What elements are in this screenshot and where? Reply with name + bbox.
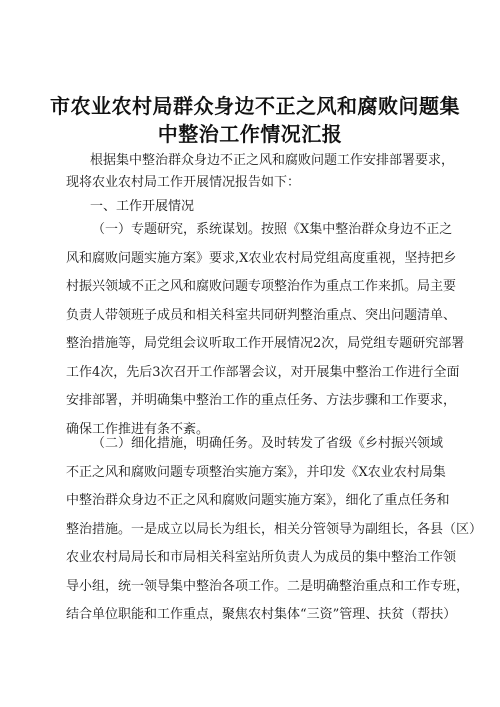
paragraph-line: 导小组，统一领导集中整治各项工作。二是明确整治重点和工作专班， [66, 578, 470, 594]
paragraph-line: 村振兴领域不正之风和腐败问题专项整治作为重点工作来抓。局主要 [66, 279, 457, 294]
intro-line: 根据集中整治群众身边不正之风和腐败问题工作安排部署要求， [90, 153, 455, 168]
paragraph-line: 农业农村局局长和市局相关科室站所负责人为成员的集中整治工作领 [66, 550, 457, 565]
paragraph-line: （二）细化措施，明确任务。及时转发了省级《乡村振兴领域 [92, 436, 444, 451]
paragraph-line: 中整治群众身边不正之风和腐败问题实施方案》，细化了重点任务和 [66, 493, 450, 508]
paragraph-line: 风和腐败问题实施方案》要求,X农业农村局党组高度重视，坚持把乡 [66, 250, 457, 266]
paragraph-line: 整治措施等，局党组会议听取工作开展情况2次，局党组专题研究部署 [66, 336, 465, 351]
paragraph-line: （一）专题研究，系统谋划。按照《X集中整治群众身边不正之 [92, 222, 453, 237]
paragraph-line: 负责人带领班子成员和相关科室共同研判整治重点、突出问题清单、 [66, 307, 457, 323]
intro-line: 现将农业农村局工作开展情况报告如下： [66, 175, 301, 190]
paragraph-2 [66, 430, 483, 630]
document-title [50, 92, 460, 148]
paragraph-line: 不正之风和腐败问题专项整治实施方案》，并印发《X农业农村局集 [66, 464, 446, 480]
paragraph-line: 确保工作推进有条不紊。 [66, 421, 210, 437]
paragraph-1 [66, 216, 465, 444]
title-line: 市农业农村局群众身边不正之风和腐败问题集 [50, 94, 460, 118]
intro-paragraph [66, 150, 455, 194]
title-line: 中整治工作情况汇报 [157, 122, 343, 146]
paragraph-line: 安排部署，并明确集中整治工作的重点任务、方法步骤和工作要求， [66, 393, 457, 408]
paragraph-line: 结合单位职能和工作重点，聚焦农村集体“三资”管理、扶贫（帮扶） [66, 607, 457, 622]
section-heading: 一、工作开展情况 [90, 199, 195, 214]
paragraph-line: 工作4次，先后3次召开工作部署会议，对开展集中整治工作进行全面 [66, 364, 460, 380]
paragraph-line: 整治措施。一是成立以局长为组长，相关分管领导为副组长，各县（区） [66, 521, 483, 537]
